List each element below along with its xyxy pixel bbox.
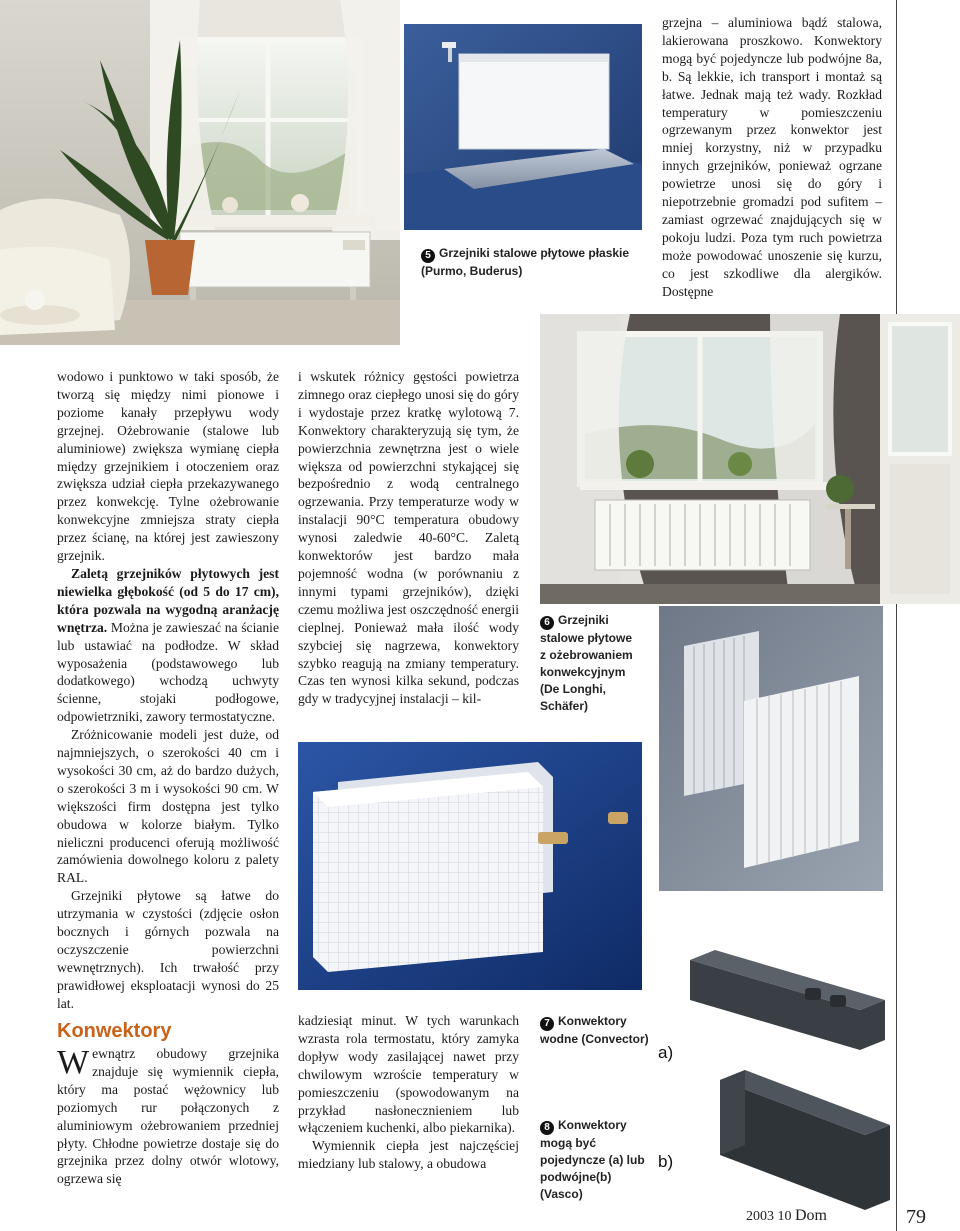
photo-living-room-radiator xyxy=(0,0,400,345)
number-8-badge: 8 xyxy=(540,1121,554,1135)
footer-brand: Dom xyxy=(795,1207,827,1224)
col1-paragraph-3: Zróżnicowanie modeli jest duże, od najmniejszych, o szerokości 40 cm i wysokości 30 cm, aż do bardzo dużych, o szerokości 3 m i wysokości 90 cm. W większości firm dostępna jest tylko obudowa w kolorze białym. Tylko nieliczni producenci oferują możliwość zamówienia dowolnego koloru z palety RAL. xyxy=(57,727,279,886)
caption-7-text: Konwektory wodne (Convector) xyxy=(540,1014,649,1046)
col1-paragraph-2-rest: Można je zawieszać na ścianie lub ustawiać na podłodze. W skład wyposażenia (podstawowego lub dodatkowego) wchodzą uchwyty ścienne, stojaki podłogowe, odpowietrzniki, zawory termostatyczne. xyxy=(57,619,279,725)
col1-paragraph-1: wodowo i punktowo w taki sposób, że tworzą się między nimi pionowe i poziome kanały przepływu wody grzejnej. Ożebrowanie (stalowe lub aluminiowe) zwiększa wymianę ciepła między grzejnikiem i otoczeniem oraz zwiększa udział ciepła przekazywanego przez konwekcję. Tylne ożebrowanie konwekcyjne zmniejsza straty ciepła przez ścianę, na której jest zawieszony grzejnik. xyxy=(57,369,279,564)
caption-8-text: Konwektory mogą być pojedyncze (a) lub podwójne(b) (Vasco) xyxy=(540,1118,645,1201)
col2b-paragraph-1: kadziesiąt minut. W tych warunkach wzrasta rola termostatu, który zamyka dopływ wody zasilającej nawet przy chwilowym wzroście temperatury w pomieszczeniu (spowodowanym na przykład nasłonecznieniem lub włączeniem kuchenki, albo piekarnika). xyxy=(298,1013,519,1136)
number-6-badge: 6 xyxy=(540,616,554,630)
page-number: 79 xyxy=(906,1206,926,1228)
col2b-paragraph-2: Wymiennik ciepła jest najczęściej miedziany lub stalowy, a obudowa xyxy=(298,1138,519,1172)
text-column-1 xyxy=(57,368,279,1013)
text-column-2 xyxy=(298,368,519,708)
caption-5 xyxy=(421,245,641,280)
photo-two-ribbed-radiators xyxy=(659,606,883,891)
photo-white-convector xyxy=(298,742,642,990)
caption-5-text: Grzejniki stalowe płytowe płaskie (Purmo, Buderus) xyxy=(421,246,630,278)
text-section-konwektory xyxy=(57,1045,279,1188)
caption-6 xyxy=(540,612,640,715)
caption-6-text: Grzejniki stalowe płytowe z ożebrowaniem konwekcyjnym (De Longhi, Schäfer) xyxy=(540,613,633,713)
label-a: a) xyxy=(658,1043,674,1062)
number-7-badge: 7 xyxy=(540,1017,554,1031)
page-edge-rule xyxy=(896,0,897,1231)
footer-issue xyxy=(746,1207,827,1225)
text-column-top-right xyxy=(662,14,882,301)
section-paragraph-1 xyxy=(57,1045,279,1188)
paragraph-top-right: grzejna – aluminiowa bądź stalowa, lakierowana proszkowo. Konwektory mogą być pojedyncze lub podwójne 8a, b. Są lekkie, ich transport i montaż są łatwe. Jednak mają też wady. Rozkład temperatury w pomieszczeniu ogrzewanym przez konwektor jest mniej korzystny, niż w przypadku innych grzejników, ponieważ ogrzane powietrze unosi się do góry i niepotrzebnie gromadzi pod sufitem – zamiast ogrzewać znajdujących się w pokoju ludzi. Poza tym ruch powietrza może powodować unoszenie się kurzu, co jest szkodliwe dla alergików. Dostępne xyxy=(662,15,882,299)
label-b: b) xyxy=(658,1152,674,1171)
text-column-2b xyxy=(298,1012,519,1173)
dropcap-letter: W xyxy=(57,1044,90,1081)
number-5-badge: 5 xyxy=(421,249,435,263)
footer-issue-text: 2003 10 xyxy=(746,1209,792,1224)
col1-paragraph-4: Grzejniki płytowe są łatwe do utrzymania w czystości (zdjęcie osłon bocznych i górnych pozwala na oczyszczenie powierzchni wewnętrznych). Ich trwałość przy prawidłowej eksploatacji wynosi do 25 lat. xyxy=(57,888,279,1011)
section-paragraph-1-text: ewnątrz obudowy grzejnika znajduje się wymiennik ciepła, który ma postać wężownicy lub poziomych rur połączonych z aluminiowym ożebrowaniem przedniej płyty. Chłodne powietrze dostaje się do grzejnika przez dolny otwór wlotowy, ogrzewa się xyxy=(57,1046,279,1187)
photo-room-ribbed-radiator xyxy=(540,314,960,604)
col2-paragraph-1: i wskutek różnicy gęstości powietrza zimnego oraz ciepłego unosi się do góry i wydostaje przez kratkę wylotową 7. Konwektory charakteryzują się tym, że powierzchnia zewnętrzna jest o wiele większa od powierzchni stykającej się bezpośrednio z wodą centralnego ogrzewania. Przy temperaturze wody w instalacji 90°C temperatura obudowy wynosi zaledwie 40-60°C. Zaletą konwektorów jest bardzo mała pojemność wodna (w porównaniu z innymi typami grzejników), dzięki czemu możliwa jest oszczędność energii cieplnej. Ponieważ mała ilość wody szybciej się nagrzewa, konwektory szybko reagują na zmiany temperatury. Czas ten wynosi kilka sekund, podczas gdy w tradycyjnej instalacji – kil- xyxy=(298,369,519,707)
caption-8 xyxy=(540,1117,650,1203)
caption-7 xyxy=(540,1013,650,1048)
col1-paragraph-2 xyxy=(57,565,279,726)
col1-paragraph-2-bold: Zaletą grzejników płytowych jest niewielka głębokość (od 5 do 17 cm), która pozwala na wygodną aranżację wnętrza. xyxy=(57,565,279,635)
photo-flat-panel-radiator xyxy=(404,24,642,230)
section-heading: Konwektory xyxy=(57,1020,172,1042)
photo-dark-convectors xyxy=(690,940,896,1210)
